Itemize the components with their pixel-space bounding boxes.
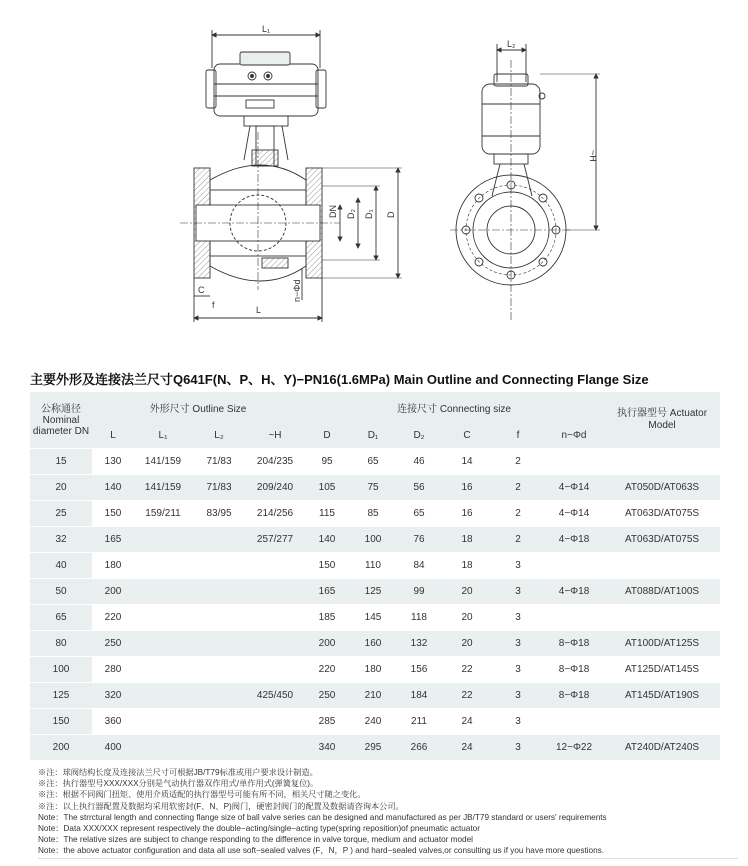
cell-H bbox=[246, 579, 304, 605]
cell-D1: 125 bbox=[350, 579, 396, 605]
note-line: ※注：根据不同阀门扭矩、使用介质适配的执行器型号可能有所不同，相关尺寸随之变化。 bbox=[38, 790, 366, 800]
label-nphid: n−Φd bbox=[292, 279, 302, 302]
cell-C: 22 bbox=[442, 683, 492, 709]
cell-nphid: 12−Φ22 bbox=[544, 735, 604, 761]
cell-D: 340 bbox=[304, 735, 350, 761]
cell-f: 2 bbox=[492, 475, 544, 501]
cell-D2: 99 bbox=[396, 579, 442, 605]
cell-L1: 141/159 bbox=[134, 475, 192, 501]
cell-D: 95 bbox=[304, 449, 350, 475]
cell-nphid: 4−Φ14 bbox=[544, 501, 604, 527]
note-line: Note：Data XXX/XXX represent respectively the double−acting/single−acting type(spring reposition)of pneumatic actuator bbox=[38, 824, 480, 834]
cell-D2: 184 bbox=[396, 683, 442, 709]
cell-H bbox=[246, 735, 304, 761]
header-nphid: n−Φd bbox=[544, 422, 604, 449]
note-line: Note：The strrctural length and connecting flange size of ball valve series can be designed and manufactured as per JB/T79 standard or users' requirements bbox=[38, 812, 607, 822]
table-row bbox=[30, 579, 720, 605]
label-DN: DN bbox=[328, 205, 338, 218]
cell-D: 185 bbox=[304, 605, 350, 631]
cell-dn: 20 bbox=[30, 475, 92, 501]
header-connecting-size: 连接尺寸 Connecting size bbox=[304, 392, 604, 422]
cell-model: AT063D/AT075S bbox=[604, 501, 720, 527]
cell-D1: 145 bbox=[350, 605, 396, 631]
cell-H bbox=[246, 709, 304, 735]
cell-model bbox=[604, 709, 720, 735]
cell-f: 3 bbox=[492, 709, 544, 735]
cell-H: 209/240 bbox=[246, 475, 304, 501]
cell-C: 16 bbox=[442, 501, 492, 527]
cell-L1 bbox=[134, 605, 192, 631]
cell-L: 140 bbox=[92, 475, 134, 501]
cell-D2: 132 bbox=[396, 631, 442, 657]
label-f: f bbox=[212, 300, 215, 310]
cell-dn: 200 bbox=[30, 735, 92, 761]
cell-D: 105 bbox=[304, 475, 350, 501]
cell-dn: 80 bbox=[30, 631, 92, 657]
cell-H bbox=[246, 605, 304, 631]
cell-L2: 71/83 bbox=[192, 449, 246, 475]
cell-dn: 32 bbox=[30, 527, 92, 553]
cell-D1: 100 bbox=[350, 527, 396, 553]
cell-dn: 40 bbox=[30, 553, 92, 579]
cell-H: 257/277 bbox=[246, 527, 304, 553]
cell-L: 200 bbox=[92, 579, 134, 605]
cell-L1 bbox=[134, 709, 192, 735]
header-D2: D₂ bbox=[396, 422, 442, 449]
spec-table bbox=[30, 392, 720, 760]
cell-model: AT145D/AT190S bbox=[604, 683, 720, 709]
cell-H bbox=[246, 553, 304, 579]
cell-dn: 65 bbox=[30, 605, 92, 631]
cell-D1: 85 bbox=[350, 501, 396, 527]
spec-table-body bbox=[30, 449, 720, 761]
table-row bbox=[30, 501, 720, 527]
cell-D: 140 bbox=[304, 527, 350, 553]
cell-f: 2 bbox=[492, 449, 544, 475]
cell-model: AT050D/AT063S bbox=[604, 475, 720, 501]
header-D1: D₁ bbox=[350, 422, 396, 449]
header-C: C bbox=[442, 422, 492, 449]
header-D: D bbox=[304, 422, 350, 449]
cell-C: 20 bbox=[442, 631, 492, 657]
cell-f: 3 bbox=[492, 683, 544, 709]
cell-dn: 100 bbox=[30, 657, 92, 683]
cell-nphid bbox=[544, 553, 604, 579]
cell-L1 bbox=[134, 735, 192, 761]
cell-D2: 266 bbox=[396, 735, 442, 761]
cell-dn: 15 bbox=[30, 449, 92, 475]
note-line: ※注：以上执行器配置及数据均采用软密封(F、N、P)阀门，硬密封阀门的配置及数据请咨询本公司。 bbox=[38, 801, 404, 811]
cell-L1 bbox=[134, 527, 192, 553]
cell-C: 18 bbox=[442, 527, 492, 553]
cell-L1 bbox=[134, 553, 192, 579]
cell-C: 20 bbox=[442, 605, 492, 631]
header-f: f bbox=[492, 422, 544, 449]
header-outline-size: 外形尺寸 Outline Size bbox=[92, 392, 304, 422]
cell-model bbox=[604, 449, 720, 475]
cell-H: 425/450 bbox=[246, 683, 304, 709]
cell-f: 3 bbox=[492, 605, 544, 631]
cell-H bbox=[246, 631, 304, 657]
cell-model: AT125D/AT145S bbox=[604, 657, 720, 683]
header-L2: L₂ bbox=[192, 422, 246, 449]
cell-nphid: 8−Φ18 bbox=[544, 683, 604, 709]
footer-divider bbox=[38, 858, 738, 859]
cell-f: 3 bbox=[492, 657, 544, 683]
cell-f: 3 bbox=[492, 579, 544, 605]
note-line: Note：the above actuator configuration and data all use soft−sealed valves (F，N，P ) and hard−sealed valves,or consulting us if you have more questions. bbox=[38, 846, 605, 856]
cell-D: 220 bbox=[304, 657, 350, 683]
cell-model: AT063D/AT075S bbox=[604, 527, 720, 553]
cell-D: 150 bbox=[304, 553, 350, 579]
cell-L2 bbox=[192, 735, 246, 761]
cell-H: 214/256 bbox=[246, 501, 304, 527]
table-title: 主要外形及连接法兰尺寸Q641F(N、P、H、Y)−PN16(1.6MPa) Main Outline and Connecting Flange Size bbox=[30, 372, 649, 387]
cell-nphid bbox=[544, 709, 604, 735]
note-line: ※注：球阀结构长度及连接法兰尺寸可根据JB/T79标准或用户要求设计制造。 bbox=[38, 768, 318, 777]
cell-L: 130 bbox=[92, 449, 134, 475]
cell-D1: 110 bbox=[350, 553, 396, 579]
cell-L1 bbox=[134, 657, 192, 683]
cell-L2 bbox=[192, 631, 246, 657]
table-row bbox=[30, 605, 720, 631]
cell-f: 2 bbox=[492, 527, 544, 553]
cell-dn: 150 bbox=[30, 709, 92, 735]
cell-L2 bbox=[192, 657, 246, 683]
cell-D2: 76 bbox=[396, 527, 442, 553]
cell-D1: 295 bbox=[350, 735, 396, 761]
cell-D2: 156 bbox=[396, 657, 442, 683]
cell-L2 bbox=[192, 579, 246, 605]
cell-C: 22 bbox=[442, 657, 492, 683]
label-C: C bbox=[198, 285, 205, 295]
cell-H: 204/235 bbox=[246, 449, 304, 475]
cell-L: 250 bbox=[92, 631, 134, 657]
cell-L: 280 bbox=[92, 657, 134, 683]
cell-D2: 84 bbox=[396, 553, 442, 579]
cell-D1: 240 bbox=[350, 709, 396, 735]
front-view bbox=[180, 30, 402, 322]
cell-L: 180 bbox=[92, 553, 134, 579]
cell-L1 bbox=[134, 631, 192, 657]
table-row bbox=[30, 683, 720, 709]
header-actuator: 执行器型号 Actuator Model bbox=[604, 392, 720, 449]
cell-dn: 25 bbox=[30, 501, 92, 527]
table-row bbox=[30, 709, 720, 735]
cell-L2: 71/83 bbox=[192, 475, 246, 501]
header-L1: L₁ bbox=[134, 422, 192, 449]
cell-D: 285 bbox=[304, 709, 350, 735]
cell-D1: 210 bbox=[350, 683, 396, 709]
cell-nphid: 4−Φ18 bbox=[544, 579, 604, 605]
cell-C: 20 bbox=[442, 579, 492, 605]
cell-D1: 65 bbox=[350, 449, 396, 475]
cell-L1 bbox=[134, 683, 192, 709]
note-line: Note：The relative sizes are subject to change responding to the difference in valve torque, medium and actuator model bbox=[38, 835, 473, 845]
cell-C: 24 bbox=[442, 709, 492, 735]
cell-D: 250 bbox=[304, 683, 350, 709]
side-view bbox=[450, 44, 600, 320]
table-row bbox=[30, 449, 720, 475]
table-row bbox=[30, 553, 720, 579]
label-H: ~H bbox=[588, 150, 598, 162]
cell-H bbox=[246, 657, 304, 683]
cell-dn: 50 bbox=[30, 579, 92, 605]
cell-L2 bbox=[192, 709, 246, 735]
cell-D2: 118 bbox=[396, 605, 442, 631]
cell-D2: 46 bbox=[396, 449, 442, 475]
cell-D: 115 bbox=[304, 501, 350, 527]
cell-f: 3 bbox=[492, 553, 544, 579]
label-L2: L₂ bbox=[507, 39, 516, 49]
cell-C: 24 bbox=[442, 735, 492, 761]
table-row bbox=[30, 527, 720, 553]
label-D1: D₁ bbox=[364, 209, 374, 219]
cell-L1 bbox=[134, 579, 192, 605]
cell-L1: 141/159 bbox=[134, 449, 192, 475]
cell-model: AT088D/AT100S bbox=[604, 579, 720, 605]
cell-D2: 211 bbox=[396, 709, 442, 735]
cell-dn: 125 bbox=[30, 683, 92, 709]
cell-D1: 180 bbox=[350, 657, 396, 683]
label-L: L bbox=[256, 305, 262, 315]
cell-L: 360 bbox=[92, 709, 134, 735]
cell-nphid: 8−Φ18 bbox=[544, 631, 604, 657]
label-D: D bbox=[386, 211, 396, 218]
cell-L2 bbox=[192, 683, 246, 709]
table-row bbox=[30, 475, 720, 501]
cell-L2 bbox=[192, 527, 246, 553]
table-row bbox=[30, 631, 720, 657]
cell-D1: 75 bbox=[350, 475, 396, 501]
cell-D2: 56 bbox=[396, 475, 442, 501]
header-H: ~H bbox=[246, 422, 304, 449]
cell-model bbox=[604, 605, 720, 631]
cell-model: AT240D/AT240S bbox=[604, 735, 720, 761]
cell-f: 3 bbox=[492, 735, 544, 761]
cell-nphid: 8−Φ18 bbox=[544, 657, 604, 683]
cell-D1: 160 bbox=[350, 631, 396, 657]
cell-L: 150 bbox=[92, 501, 134, 527]
cell-D: 200 bbox=[304, 631, 350, 657]
cell-C: 16 bbox=[442, 475, 492, 501]
cell-C: 18 bbox=[442, 553, 492, 579]
cell-nphid bbox=[544, 605, 604, 631]
cell-f: 3 bbox=[492, 631, 544, 657]
cell-nphid: 4−Φ18 bbox=[544, 527, 604, 553]
cell-f: 2 bbox=[492, 501, 544, 527]
cell-L2: 83/95 bbox=[192, 501, 246, 527]
cell-L2 bbox=[192, 605, 246, 631]
cell-L: 220 bbox=[92, 605, 134, 631]
valve-technical-drawing bbox=[0, 0, 748, 365]
cell-L: 320 bbox=[92, 683, 134, 709]
cell-model bbox=[604, 553, 720, 579]
table-row bbox=[30, 735, 720, 761]
header-dn: 公称通径 Nominal diameter DN bbox=[30, 392, 92, 449]
header-L: L bbox=[92, 422, 134, 449]
label-D2: D₂ bbox=[346, 209, 356, 219]
cell-D2: 65 bbox=[396, 501, 442, 527]
cell-nphid bbox=[544, 449, 604, 475]
cell-D: 165 bbox=[304, 579, 350, 605]
cell-model: AT100D/AT125S bbox=[604, 631, 720, 657]
cell-L1: 159/211 bbox=[134, 501, 192, 527]
cell-L: 165 bbox=[92, 527, 134, 553]
notes bbox=[38, 767, 738, 857]
table-row bbox=[30, 657, 720, 683]
cell-nphid: 4−Φ14 bbox=[544, 475, 604, 501]
label-L1: L₁ bbox=[262, 24, 271, 34]
cell-L2 bbox=[192, 553, 246, 579]
cell-L: 400 bbox=[92, 735, 134, 761]
cell-C: 14 bbox=[442, 449, 492, 475]
note-line: ※注：执行器型号XXX/XXX分别是气动执行器双作用式/单作用式(弹簧复位)。 bbox=[38, 779, 319, 789]
